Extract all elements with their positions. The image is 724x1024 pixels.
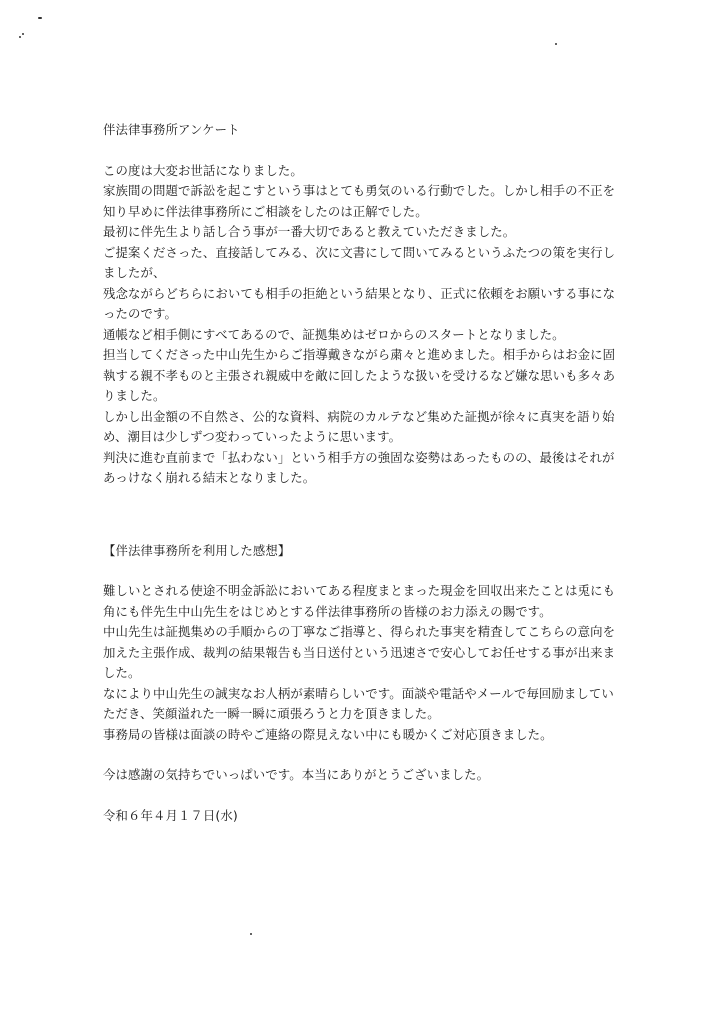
scan-speck bbox=[22, 33, 24, 35]
impression-paragraph: 中山先生は証拠集めの手順からの丁寧なご指導と、得られた事実を精査してこちらの意向を加えた主張作成、裁判の結果報告も当日送付という迅速さで安心してお任せする事が出来ました。 bbox=[103, 624, 616, 680]
document-body bbox=[103, 120, 623, 826]
story-paragraph: 判決に進む直前まで「払わない」という相手方の強固な姿勢はあったものの、最後はそれがあっけなく崩れる結末となりました。 bbox=[103, 449, 615, 485]
scan-speck bbox=[555, 43, 557, 45]
story-paragraph: 家族間の問題で訴訟を起こすという事はとても勇気のいる行動でした。しかし相手の不正を知り早めに伴法律事務所にご相談をしたのは正解でした。 bbox=[103, 183, 616, 219]
story-paragraph: 担当してくださった中山先生からご指導戴きながら粛々と進めました。相手からはお金に固執する親不孝ものと主張され親威中を敵に回したような扱いを受けるなど嫌な思いも多々ありました。 bbox=[103, 347, 616, 403]
story-paragraph: 通帳など相手側にすべてあるので、証拠集めはゼロからのスタートとなりました。 bbox=[103, 326, 565, 342]
story-paragraph: しかし出金額の不自然さ、公的な資料、病院のカルテなど集めた証拠が徐々に真実を語り始め、潮目は少しずつ変わっていったように思います。 bbox=[103, 408, 615, 444]
section-spacer bbox=[103, 745, 623, 765]
document-title: 伴法律事務所アンケート bbox=[103, 122, 240, 137]
impression-paragraph: 難しいとされる使途不明金訴訟においてある程度まとまった現金を回収出来たことは兎にも角にも伴先生中山先生をはじめとする伴法律事務所の皆様のお力添えの賜です。 bbox=[103, 583, 616, 619]
section-spacer bbox=[103, 489, 623, 541]
story-paragraph: 最初に伴先生より話し合う事が一番大切であると教えていただきました。 bbox=[103, 224, 516, 239]
section-spacer bbox=[103, 786, 623, 806]
scan-speck bbox=[250, 933, 252, 935]
impressions-heading: 【伴法律事務所を利用した感想】 bbox=[103, 542, 291, 558]
story-paragraph: ご提案くださった、直接話してみる、次に文書にして問いてみるというふたつの策を実行しましたが、 bbox=[103, 244, 616, 280]
story-paragraph: 残念ながらどちらにおいても相手の拒絶という結果となり、正式に依頼をお願いする事になったのです。 bbox=[103, 285, 616, 321]
scan-speck bbox=[38, 17, 42, 19]
story-paragraph: この度は大変お世話になりました。 bbox=[103, 162, 303, 178]
impression-paragraph: なにより中山先生の誠実なお人柄が素晴らしいです。面談や電話やメールで毎回励ましていただき、笑顔溢れた一瞬一瞬に頑張ろうと力を頂きました。 bbox=[103, 685, 614, 721]
impressions-section bbox=[103, 581, 623, 745]
impression-paragraph: 事務局の皆様は面談の時やご連絡の際見えない中にも暖かくご対応頂きました。 bbox=[103, 726, 553, 742]
story-section bbox=[103, 161, 623, 489]
document-date: 令和６年４月１７日(水) bbox=[103, 807, 238, 823]
closing-message: 今は感謝の気持ちでいっぱいです。本当にありがとうございました。 bbox=[103, 767, 490, 782]
scan-speck bbox=[19, 36, 21, 38]
